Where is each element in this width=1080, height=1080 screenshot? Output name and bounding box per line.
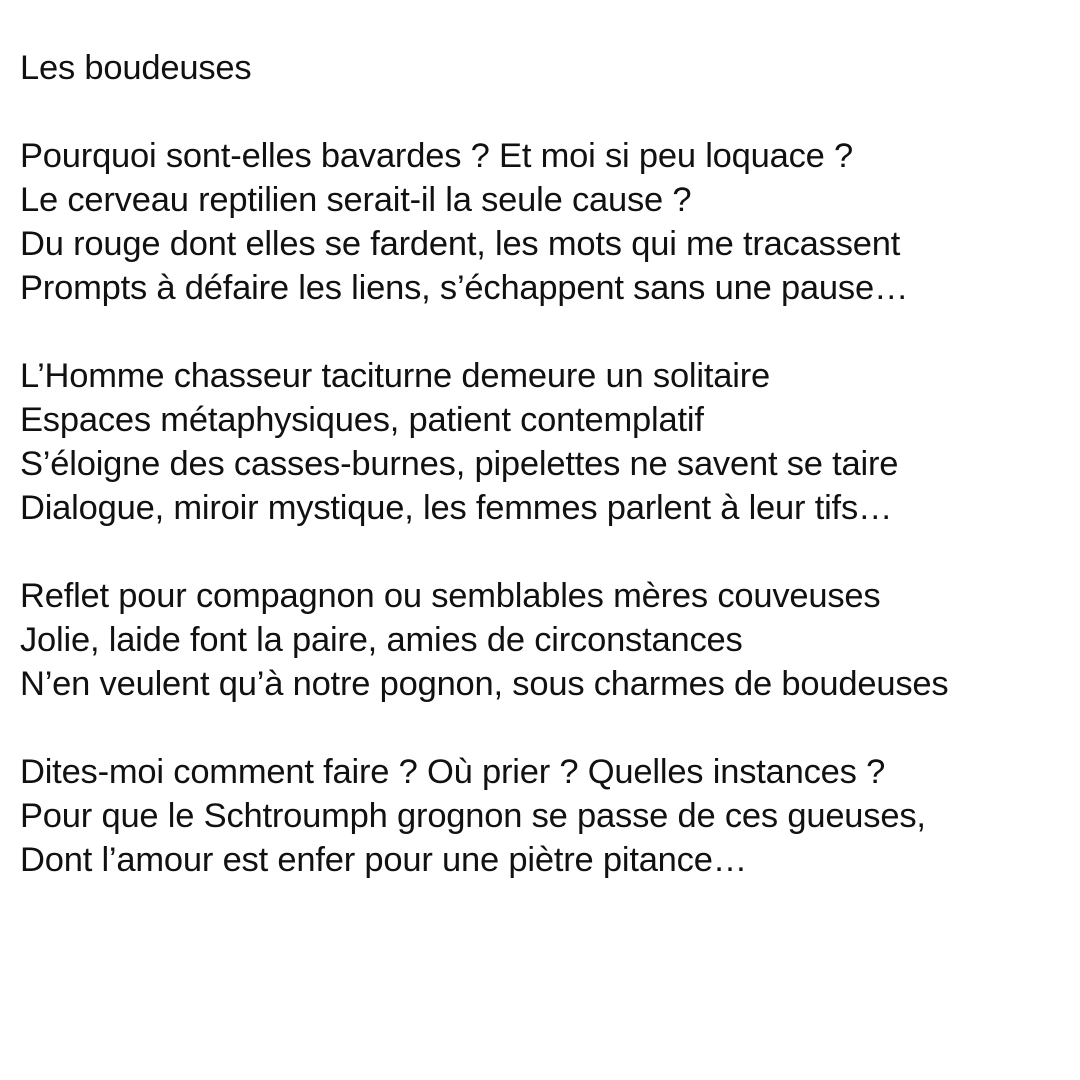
stanza-4: [20, 750, 1070, 882]
poem-line: Espaces métaphysiques, patient contemplatif: [20, 401, 704, 439]
stanza-gap: [20, 706, 1070, 750]
stanza-gap: [20, 90, 1070, 134]
poem-line: Dites-moi comment faire ? Où prier ? Quelles instances ?: [20, 753, 886, 791]
poem-line: Pour que le Schtroumph grognon se passe de ces gueuses,: [20, 797, 926, 835]
poem-line: S’éloigne des casses-burnes, pipelettes ne savent se taire: [20, 445, 899, 483]
poem-text: [20, 46, 1070, 882]
poem-line: L’Homme chasseur taciturne demeure un solitaire: [20, 357, 770, 395]
poem-line: Pourquoi sont-elles bavardes ? Et moi si peu loquace ?: [20, 137, 854, 175]
stanza-1: [20, 134, 1070, 310]
stanza-2: [20, 354, 1070, 530]
poem-line: Dialogue, miroir mystique, les femmes parlent à leur tifs…: [20, 489, 893, 527]
poem-line: Jolie, laide font la paire, amies de circonstances: [20, 621, 743, 659]
poem-line: N’en veulent qu’à notre pognon, sous charmes de boudeuses: [20, 665, 949, 703]
poem-line: Du rouge dont elles se fardent, les mots qui me tracassent: [20, 225, 901, 263]
poem-title: Les boudeuses: [20, 49, 252, 87]
poem-line: Prompts à défaire les liens, s’échappent sans une pause…: [20, 269, 909, 307]
stanza-gap: [20, 310, 1070, 354]
poem-line: Reflet pour compagnon ou semblables mères couveuses: [20, 577, 881, 615]
stanza-3: [20, 574, 1070, 706]
stanza-gap: [20, 530, 1070, 574]
poem-line: Le cerveau reptilien serait-il la seule cause ?: [20, 181, 692, 219]
poem-line: Dont l’amour est enfer pour une piètre pitance…: [20, 841, 748, 879]
